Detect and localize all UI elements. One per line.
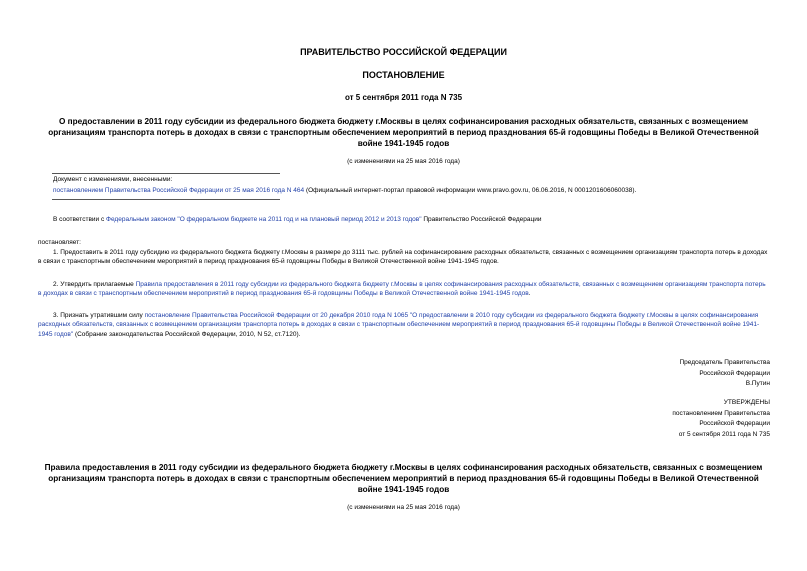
federal-law-link[interactable]: Федеральным законом "О федеральном бюджете на 2011 год и на плановый период 2012 и 2013 годов" xyxy=(106,216,422,223)
divider-top xyxy=(52,173,280,174)
document-type-heading: ПОСТАНОВЛЕНИЕ xyxy=(362,70,445,80)
basis-paragraph xyxy=(53,215,542,224)
basis-suffix: Правительство Российской Федерации xyxy=(421,216,542,223)
paragraph-2-prefix: 2. Утвердить прилагаемые xyxy=(53,281,136,288)
government-heading: ПРАВИТЕЛЬСТВО РОССИЙСКОЙ ФЕДЕРАЦИИ xyxy=(300,47,507,57)
changes-note: (с изменениями на 25 мая 2016 года) xyxy=(347,158,460,165)
repealed-decree-link[interactable]: постановление Правительства Российской Федерации от 20 декабря 2010 года N 1065 "О предоставлении в 2010 году субсидии из федерального бюджета бюджету г.Москвы в целях софинансирования расходных обязательств, связанных с возмещением организациям транспорта потерь в доходах в связи с транспортным обеспечением мероприятий в период празднования 65-й годовщины Победы в Великой Отечественной войне 1941-1945 годов" xyxy=(38,312,760,338)
document-date-number: от 5 сентября 2011 года N 735 xyxy=(344,93,463,102)
amendments-label: Документ с изменениями, внесенными: xyxy=(53,176,173,183)
divider-bottom xyxy=(52,199,280,200)
paragraph-3 xyxy=(38,311,770,339)
paragraph-3-suffix: (Собрание законодательства Российской Федерации, 2010, N 52, ст.7120). xyxy=(73,330,301,338)
rules-link[interactable]: Правила предоставления в 2011 году субсидии из федерального бюджета бюджету г.Москвы в целях софинансирования расходных обязательств, связанных с возмещением организациям транспорта потерь в доходах в связи с транспортным обеспечением мероприятий в период празднования 65-й годовщины Победы в Великой Отечественной войне 1941-1945 годов xyxy=(38,281,766,298)
document-title: О предоставлении в 2011 году субсидии из федерального бюджета бюджету г.Москвы в целях софинансирования расходных обязательств, связанных с возмещением организациям транспорта потерь в доходах в связи с транспортным обеспечением мероприятий в период празднования 65-й годовщины Победы в Великой Отечественной войне 1941-1945 годов xyxy=(48,117,759,148)
approval-block xyxy=(550,398,770,440)
amendment-link[interactable]: постановлением Правительства Российской Федерации от 25 мая 2016 года N 464 xyxy=(53,187,305,194)
paragraph-1: 1. Предоставить в 2011 году субсидию из федерального бюджета бюджету г.Москвы в размере до 3111 тыс. рублей на софинансирование расходных обязательств, связанных с возмещением организациям транспорта потерь в доходах в связи с транспортным обеспечением мероприятий в период празднования 65-й годовщины Победы в Великой Отечественной войне 1941-1945 годов. xyxy=(38,249,768,266)
approval-line-4: от 5 сентября 2011 года N 735 xyxy=(678,430,770,438)
approval-line-1: УТВЕРЖДЕНЫ xyxy=(723,399,770,406)
rules-changes-note: (с изменениями на 25 мая 2016 года) xyxy=(347,504,460,511)
decree-word: постановляет: xyxy=(38,239,81,246)
basis-prefix: В соответствии с xyxy=(53,216,107,223)
paragraph-2 xyxy=(38,280,770,299)
amendment-source: (Официальный интернет-портал правовой информации www.pravo.gov.ru, 06.06.2016, N 0001201606060038). xyxy=(304,187,637,194)
approval-line-2: постановлением Правительства xyxy=(672,409,770,417)
rules-title: Правила предоставления в 2011 году субсидии из федерального бюджета бюджету г.Москвы в целях софинансирования расходных обязательств, связанных с возмещением организациям транспорта потерь в доходах в связи с транспортным обеспечением мероприятий в период празднования 65-й годовщины Победы в Великой Отечественной войне 1941-1945 годов xyxy=(44,463,763,494)
signature-line-2: Российской Федерации xyxy=(699,369,770,377)
paragraph-3-prefix: 3. Признать утратившим силу xyxy=(53,312,145,319)
approval-line-3: Российской Федерации xyxy=(699,420,770,428)
paragraph-2-suffix: . xyxy=(528,290,531,298)
amendments-line xyxy=(53,187,636,194)
signature-line-3: В.Путин xyxy=(745,380,770,388)
signature-block xyxy=(550,358,770,390)
signature-line-1: Председатель Правительства xyxy=(679,359,770,366)
